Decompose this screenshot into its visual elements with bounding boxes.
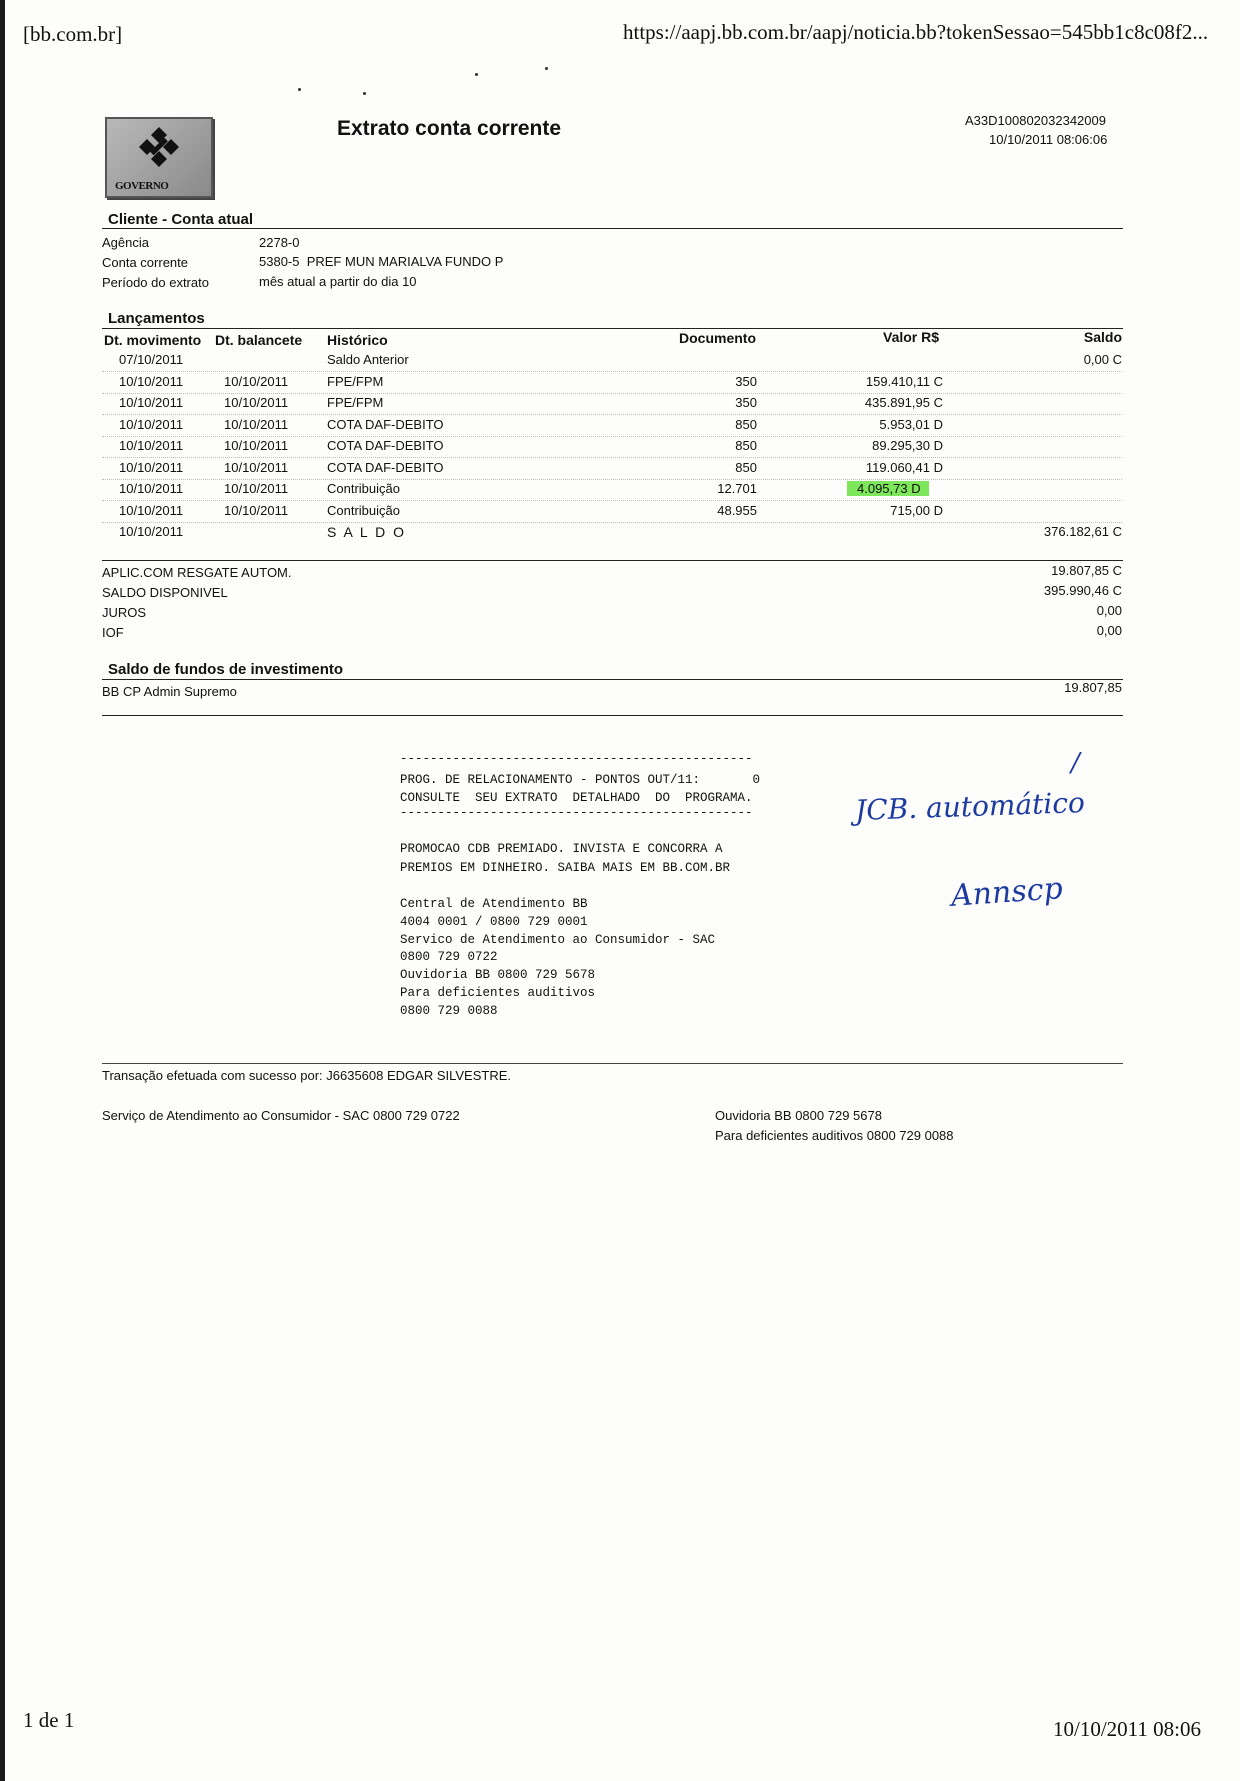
document-code: A33D100802032342009 <box>965 113 1106 128</box>
column-header: Saldo <box>1083 329 1122 345</box>
footer-deficientes: Para deficientes auditivos 0800 729 0088 <box>715 1128 954 1143</box>
summary-label: JUROS <box>102 605 147 620</box>
client-label: Período do extrato <box>102 275 209 290</box>
ticket-promo-line: PROMOCAO CDB PREMIADO. INVISTA E CONCORRA A <box>400 842 723 856</box>
entry-valor: 435.891,95 C <box>864 395 943 410</box>
entry-documento: 12.701 <box>717 481 757 496</box>
summary-value: 0,00 <box>1096 623 1122 638</box>
summary-value: 19.807,85 C <box>1051 563 1122 578</box>
entry-date-balancete: 10/10/2011 <box>224 416 289 432</box>
summary-label: APLIC.COM RESGATE AUTOM. <box>102 565 292 580</box>
document-datetime: 10/10/2011 08:06:06 <box>989 132 1108 147</box>
client-section-title: Cliente - Conta atual <box>108 211 254 228</box>
column-header: Histórico <box>327 332 388 348</box>
funds-section-title: Saldo de fundos de investimento <box>108 661 344 678</box>
page-title: Extrato conta corrente <box>337 117 562 140</box>
ticket-program-line: CONSULTE SEU EXTRATO DETALHADO DO PROGRAMA. <box>400 791 753 805</box>
client-label: Agência <box>102 235 149 250</box>
bb-logo-icon <box>137 125 181 169</box>
page-number: 1 de 1 <box>23 1708 75 1732</box>
entry-historico: FPE/FPM <box>327 395 384 410</box>
column-header: Dt. balancete <box>215 332 303 348</box>
entry-historico: Contribuição <box>327 502 400 518</box>
entry-date-movimento: 07/10/2011 <box>119 352 184 367</box>
column-header: Dt. movimento <box>104 332 202 348</box>
entry-documento: 850 <box>735 459 757 475</box>
print-header-url: https://aapj.bb.com.br/aapj/noticia.bb?tokenSessao=545bb1c8c08f2... <box>623 20 1209 44</box>
entry-valor: 89.295,30 D <box>872 438 943 453</box>
entry-date-balancete: 10/10/2011 <box>224 373 289 389</box>
row-separator <box>102 457 1122 458</box>
print-header-site: [bb.com.br] <box>23 22 123 46</box>
ticket-contact-line: 4004 0001 / 0800 729 0001 <box>400 914 588 929</box>
entry-date-movimento: 10/10/2011 <box>119 438 184 453</box>
footer-rule <box>102 1063 1123 1064</box>
section-rule <box>102 228 1123 229</box>
entry-saldo: 0,00 C <box>1083 352 1122 367</box>
entry-historico: COTA DAF-DEBITO <box>327 459 444 475</box>
row-separator <box>102 371 1122 372</box>
row-separator <box>102 414 1122 415</box>
entry-date-balancete: 10/10/2011 <box>224 395 289 410</box>
entry-valor: 4.095,73 D <box>847 481 929 496</box>
entry-historico: COTA DAF-DEBITO <box>327 416 444 432</box>
entry-date-movimento: 10/10/2011 <box>119 502 184 518</box>
ticket-program-line: PROG. DE RELACIONAMENTO - PONTOS OUT/11: 0 <box>400 773 761 787</box>
entry-historico: Saldo Anterior <box>327 352 409 367</box>
section-rule <box>102 560 1123 561</box>
entry-date-balancete: 10/10/2011 <box>224 502 289 518</box>
entry-documento: 48.955 <box>717 502 757 518</box>
entry-historico: S A L D O <box>327 524 406 540</box>
fund-value: 19.807,85 <box>1064 680 1122 695</box>
ticket-dashes-bottom: ----------------------------------------------- <box>400 806 753 820</box>
footer-ouvidoria: Ouvidoria BB 0800 729 5678 <box>715 1108 882 1123</box>
handwritten-initials: Annscp <box>949 871 1064 914</box>
ticket-contact-line: Servico de Atendimento ao Consumidor - SAC <box>400 932 716 947</box>
entries-section-title: Lançamentos <box>108 310 205 327</box>
client-label: Conta corrente <box>102 255 188 270</box>
logo-label: GOVERNO <box>115 180 169 192</box>
entry-date-movimento: 10/10/2011 <box>119 395 184 410</box>
entry-saldo: 376.182,61 C <box>1043 524 1122 539</box>
ticket-contact-line: Ouvidoria BB 0800 729 5678 <box>400 968 596 983</box>
client-value: 2278-0 <box>259 235 300 250</box>
entry-documento: 850 <box>735 416 757 432</box>
transaction-info: Transação efetuada com sucesso por: J6635608 EDGAR SILVESTRE. <box>102 1068 511 1083</box>
row-separator <box>102 393 1122 394</box>
entry-valor: 119.060,41 D <box>865 459 943 475</box>
section-rule <box>102 679 1123 680</box>
entry-historico: COTA DAF-DEBITO <box>327 438 444 453</box>
entry-documento: 850 <box>735 438 757 453</box>
row-separator <box>102 436 1122 437</box>
section-rule <box>102 328 1123 329</box>
entry-date-movimento: 10/10/2011 <box>119 416 184 432</box>
section-rule <box>102 715 1123 716</box>
entry-documento: 350 <box>735 373 757 389</box>
ticket-promo-line: PREMIOS EM DINHEIRO. SAIBA MAIS EM BB.COM.BR <box>400 861 731 875</box>
ticket-contact-line: Para deficientes auditivos <box>400 986 596 1000</box>
column-header: Valor R$ <box>883 329 940 345</box>
ticket-dashes-top: ----------------------------------------------- <box>400 752 753 766</box>
row-separator <box>102 479 1122 480</box>
entry-date-movimento: 10/10/2011 <box>119 373 184 389</box>
handwritten-note: JCB. automático <box>854 785 1086 828</box>
summary-value: 395.990,46 C <box>1043 583 1122 598</box>
client-value: 5380-5 PREF MUN MARIALVA FUNDO P <box>259 254 504 269</box>
entry-date-balancete: 10/10/2011 <box>224 438 289 453</box>
entry-valor: 5.953,01 D <box>879 416 943 432</box>
row-separator <box>102 522 1122 523</box>
ticket-contact-line: 0800 729 0088 <box>400 1003 498 1018</box>
fund-name: BB CP Admin Supremo <box>102 684 237 699</box>
entry-documento: 350 <box>735 395 757 410</box>
bb-governo-logo <box>105 117 213 198</box>
client-value: mês atual a partir do dia 10 <box>259 274 417 289</box>
ticket-contact-line: Central de Atendimento BB <box>400 897 588 911</box>
entry-date-balancete: 10/10/2011 <box>224 481 289 496</box>
summary-value: 0,00 <box>1096 603 1122 618</box>
entry-historico: FPE/FPM <box>327 373 384 389</box>
entry-date-movimento: 10/10/2011 <box>119 459 184 475</box>
column-header: Documento <box>679 330 756 346</box>
print-datetime: 10/10/2011 08:06 <box>1053 1717 1201 1741</box>
row-separator <box>102 500 1122 501</box>
entry-date-movimento: 10/10/2011 <box>119 481 184 496</box>
entry-date-balancete: 10/10/2011 <box>224 459 289 475</box>
entry-historico: Contribuição <box>327 481 400 496</box>
summary-label: IOF <box>102 625 124 640</box>
ticket-contact-line: 0800 729 0722 <box>400 950 498 965</box>
entry-valor: 159.410,11 C <box>865 373 943 389</box>
entry-valor: 715,00 D <box>890 502 943 518</box>
handwritten-slash: / <box>1071 748 1080 778</box>
entry-date-movimento: 10/10/2011 <box>119 524 184 539</box>
summary-label: SALDO DISPONIVEL <box>102 585 228 600</box>
footer-sac: Serviço de Atendimento ao Consumidor - SAC 0800 729 0722 <box>102 1108 460 1123</box>
